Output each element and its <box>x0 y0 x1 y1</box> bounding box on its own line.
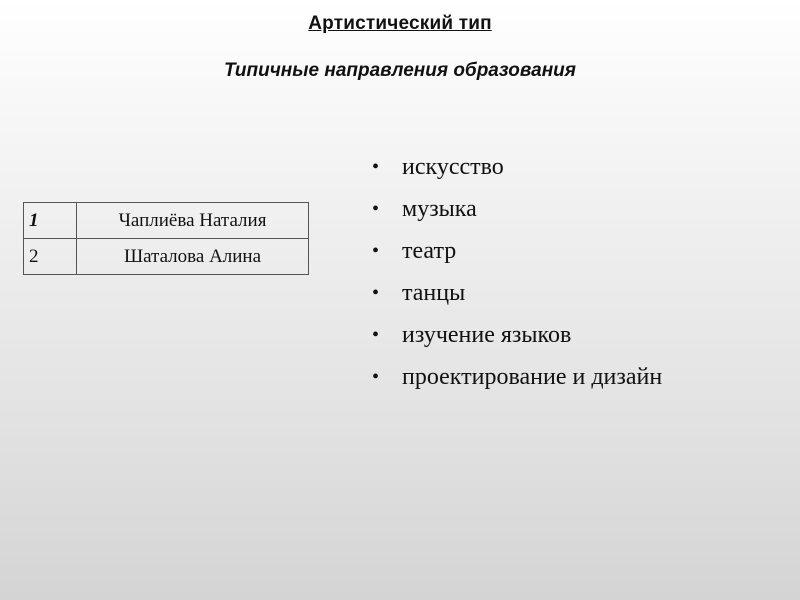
bullet-icon: • <box>372 282 380 304</box>
list-item <box>372 356 662 398</box>
bullet-icon: • <box>372 240 380 262</box>
bullet-icon: • <box>372 156 380 178</box>
row-number: 2 <box>24 239 77 275</box>
student-name: Шаталова Алина <box>77 239 309 275</box>
list-item-label: театр <box>402 238 457 264</box>
bullet-icon: • <box>372 324 380 346</box>
slide-title: Артистический тип <box>308 13 492 34</box>
list-item <box>372 314 662 356</box>
students-table <box>23 202 309 275</box>
row-number: 1 <box>24 203 77 239</box>
list-item <box>372 230 662 272</box>
directions-list <box>372 146 662 398</box>
list-item-label: музыка <box>402 196 477 222</box>
list-item-label: проектирование и дизайн <box>402 364 663 390</box>
bullet-icon: • <box>372 366 380 388</box>
list-item <box>372 272 662 314</box>
slide-subtitle: Типичные направления образования <box>224 60 576 81</box>
list-item-label: изучение языков <box>402 322 572 348</box>
list-item <box>372 146 662 188</box>
list-item <box>372 188 662 230</box>
bullet-icon: • <box>372 198 380 220</box>
list-item-label: танцы <box>402 280 466 306</box>
table-row <box>24 203 309 239</box>
table-row <box>24 239 309 275</box>
list-item-label: искусство <box>402 154 504 180</box>
student-name: Чаплиёва Наталия <box>77 203 309 239</box>
